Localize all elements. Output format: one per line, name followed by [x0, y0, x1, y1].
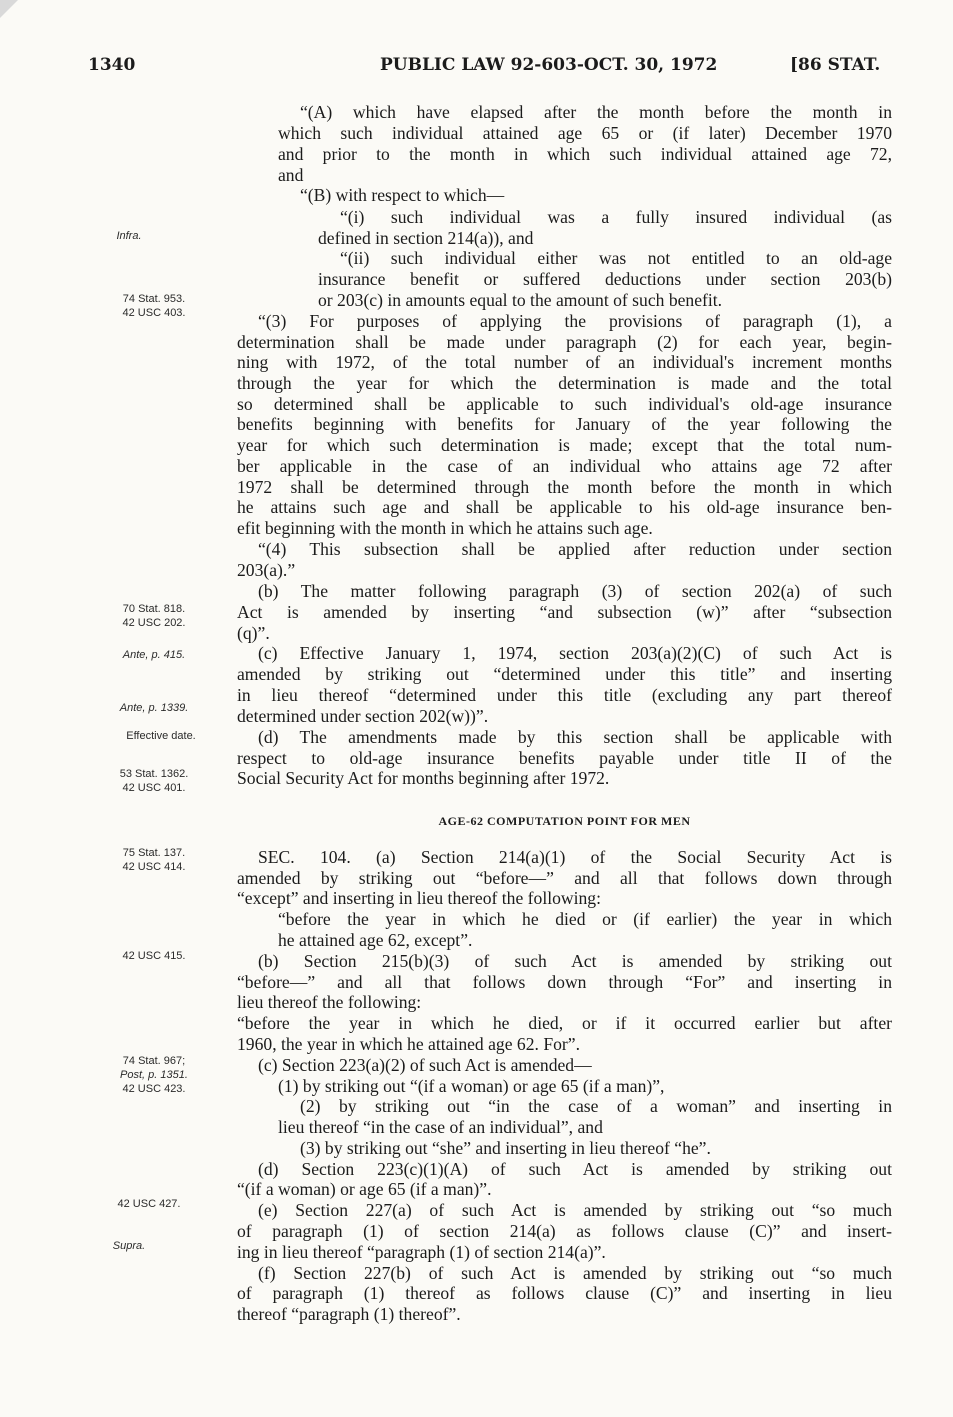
text-line: benefits beginning with benefits for January of the year following the: [237, 414, 892, 434]
text-line: (d) Section 223(c)(1)(A) of such Act is amended by striking out: [258, 1159, 892, 1179]
text-line: respect to old-age insurance benefits payable under title II of the: [237, 748, 892, 768]
text-line: Social Security Act for months beginning after 1972.: [237, 768, 610, 788]
margin-note: 74 Stat. 953.: [122, 293, 186, 305]
margin-note: 42 USC 414.: [122, 861, 186, 873]
text-line: through the year for which the determination is made and the total: [237, 373, 892, 393]
text-line: (c) Effective January 1, 1974, section 203(a)(2)(C) of such Act is: [258, 643, 892, 663]
text-line: 1972 shall be determined through the month before the month in which: [237, 477, 892, 497]
margin-note: Post, p. 1351.: [120, 1069, 188, 1081]
margin-note: Effective date.: [126, 730, 196, 742]
text-line: “(B) with respect to which—: [300, 185, 505, 205]
text-line: (d) The amendments made by this section shall be applicable with: [258, 727, 892, 747]
text-line: he attained age 62, except”.: [278, 930, 473, 950]
text-line: “(A) which have elapsed after the month before the month in: [300, 102, 892, 122]
margin-note: 74 Stat. 967;: [122, 1055, 186, 1067]
text-line: Act is amended by inserting “and subsection (w)” after “subsection: [237, 602, 892, 622]
margin-note: 42 USC 427.: [117, 1198, 181, 1210]
margin-note: Ante, p. 415.: [122, 649, 186, 661]
text-line: (2) by striking out “in the case of a woman” and inserting in: [300, 1096, 892, 1116]
text-line: and prior to the month in which such individual attained age 72,: [278, 144, 892, 164]
text-line: ing in lieu thereof “paragraph (1) of section 214(a)”.: [237, 1242, 606, 1262]
margin-note: 42 USC 202.: [122, 617, 186, 629]
text-line: year for which such determination is made; except that the total num-: [237, 435, 892, 455]
page-number: 1340: [88, 55, 136, 75]
text-line: (f) Section 227(b) of such Act is amended by striking out “so much: [258, 1263, 892, 1283]
margin-note: 42 USC 415.: [122, 950, 186, 962]
text-line: 1960, the year in which he attained age 62. For”.: [237, 1034, 580, 1054]
text-line: and: [278, 165, 304, 185]
text-line: insurance benefit or suffered deductions under section 203(b): [318, 269, 892, 289]
text-line: SEC. 104. (a) Section 214(a)(1) of the Social Security Act is: [258, 847, 892, 867]
margin-note: 75 Stat. 137.: [122, 847, 186, 859]
text-line: “(4) This subsection shall be applied after reduction under section: [258, 539, 892, 559]
margin-note: 53 Stat. 1362.: [119, 768, 189, 780]
text-line: ning with 1972, of the total number of an individual's increment months: [237, 352, 892, 372]
text-line: which such individual attained age 65 or (if later) December 1970: [278, 123, 892, 143]
text-line: “(i) such individual was a fully insured individual (as: [340, 207, 892, 227]
text-line: defined in section 214(a)), and: [318, 228, 534, 248]
text-line: (3) by striking out “she” and inserting in lieu thereof “he”.: [300, 1138, 711, 1158]
text-line: (c) Section 223(a)(2) of such Act is amended—: [258, 1055, 592, 1075]
margin-note: 70 Stat. 818.: [122, 603, 186, 615]
section-heading: AGE-62 COMPUTATION POINT FOR MEN: [438, 814, 691, 828]
text-line: (b) The matter following paragraph (3) of section 202(a) of such: [258, 581, 892, 601]
text-line: or 203(c) in amounts equal to the amount of such benefit.: [318, 290, 723, 310]
text-line: (b) Section 215(b)(3) of such Act is amended by striking out: [258, 951, 892, 971]
text-line: of paragraph (1) of section 214(a) as follows clause (C)” and insert-: [237, 1221, 892, 1241]
text-line: “(3) For purposes of applying the provisions of paragraph (1), a: [258, 311, 892, 331]
margin-note: Infra.: [116, 230, 142, 242]
text-line: so determined shall be applicable to such individual's old-age insurance: [237, 394, 892, 414]
text-line: “before the year in which he died, or if it occurred earlier but after: [237, 1013, 892, 1033]
text-line: (1) by striking out “(if a woman) or age 65 (if a man)”,: [278, 1076, 665, 1096]
text-line: ber applicable in the case of an individual who attains age 72 after: [237, 456, 892, 476]
text-line: thereof “paragraph (1) thereof”.: [237, 1304, 461, 1324]
text-line: (e) Section 227(a) of such Act is amended by striking out “so much: [258, 1200, 892, 1220]
text-line: “except” and inserting in lieu thereof the following:: [237, 888, 601, 908]
running-title: PUBLIC LAW 92-603-OCT. 30, 1972: [380, 55, 718, 75]
text-line: lieu thereof the following:: [237, 992, 422, 1012]
scan-corner-artifact: [0, 0, 18, 18]
text-line: amended by striking out “determined under this title” and inserting: [237, 664, 892, 684]
text-line: efit beginning with the month in which he attains such age.: [237, 518, 653, 538]
margin-note: Supra.: [112, 1240, 146, 1252]
text-line: “before the year in which he died or (if earlier) the year in which: [278, 909, 892, 929]
margin-note: 42 USC 423.: [122, 1083, 186, 1095]
text-line: of paragraph (1) thereof as follows clause (C)” and inserting in lieu: [237, 1283, 892, 1303]
text-line: “before—” and all that follows down through “For” and inserting in: [237, 972, 892, 992]
text-line: (q)”.: [237, 623, 270, 643]
text-line: 203(a).”: [237, 560, 296, 580]
margin-note: Ante, p. 1339.: [119, 702, 189, 714]
statute-volume: [86 STAT.: [790, 55, 881, 75]
text-line: “(if a woman) or age 65 (if a man)”.: [237, 1179, 492, 1199]
margin-note: 42 USC 403.: [122, 307, 186, 319]
text-line: lieu thereof “in the case of an individual”, and: [278, 1117, 603, 1137]
text-line: in lieu thereof “determined under this title (excluding any part thereof: [237, 685, 892, 705]
text-line: he attains such age and shall be applicable to his old-age insurance ben-: [237, 497, 892, 517]
text-line: “(ii) such individual either was not entitled to an old-age: [340, 248, 892, 268]
margin-note: 42 USC 401.: [122, 782, 186, 794]
text-line: amended by striking out “before—” and all that follows down through: [237, 868, 892, 888]
text-line: determination shall be made under paragraph (2) for each year, begin-: [237, 332, 892, 352]
text-line: determined under section 202(w))”.: [237, 706, 489, 726]
